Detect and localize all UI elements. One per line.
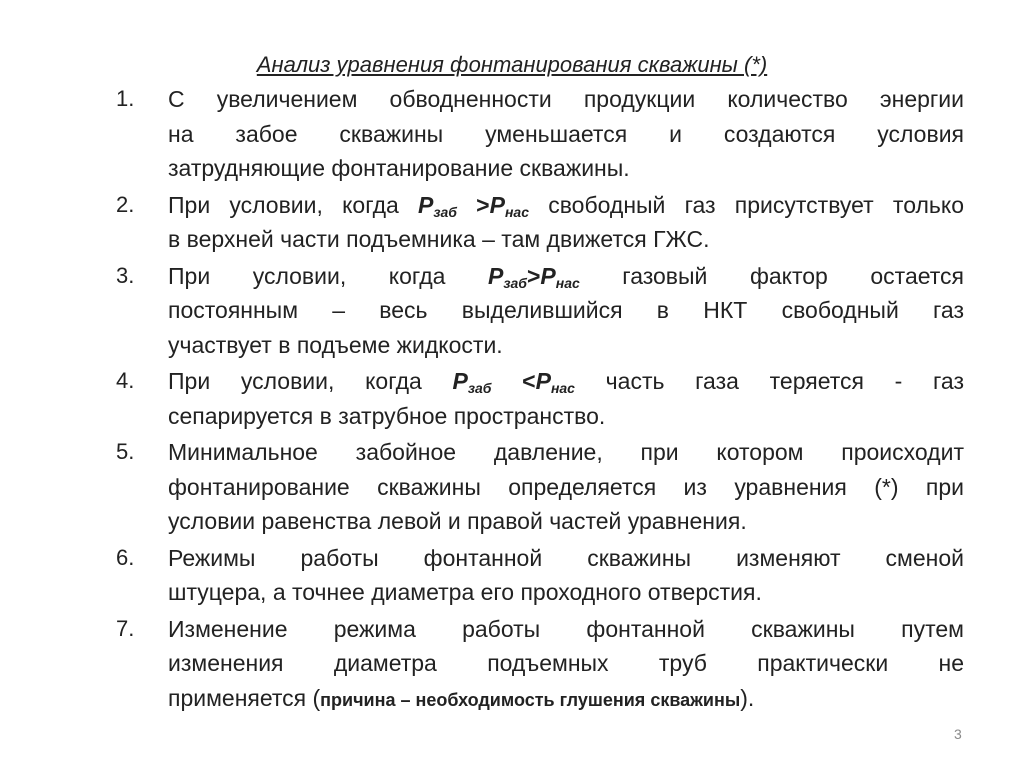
list-item	[0, 364, 1024, 433]
list-item	[0, 188, 1024, 257]
text-run: При условии, когда	[168, 368, 453, 394]
list-item-line: постоянным – весь выделившийся в НКТ свободный газ	[168, 297, 964, 323]
list-item-line	[168, 364, 964, 399]
list-item-line: штуцера, а точнее диаметра его проходного отверстия.	[168, 579, 762, 605]
list-item-line: Режимы работы фонтанной скважины изменяют сменой	[168, 544, 964, 571]
list-item-line: Изменение режима работы фонтанной скважины путем	[168, 615, 964, 642]
list-item-line: затрудняющие фонтанирование скважины.	[168, 155, 630, 181]
list-item-line	[168, 259, 964, 294]
pressure-symbol: $P_{нас}$	[489, 191, 529, 220]
text-run: свободный газ присутствует только	[528, 191, 964, 218]
comparison-operator: <	[491, 368, 536, 394]
pressure-symbol: $P_{нас}$	[540, 262, 580, 291]
comparison-operator: >	[526, 262, 541, 289]
text-run: При условии, когда	[168, 262, 488, 289]
pressure-subscript: нас	[504, 203, 529, 220]
list-item-line: фонтанирование скважины определяется из уравнения (*) при	[168, 473, 964, 500]
list-item	[0, 82, 1024, 186]
list-item-line	[168, 681, 964, 718]
list-item-number: 4.	[116, 368, 135, 393]
text-run: При условии, когда	[168, 191, 418, 218]
pressure-symbol: $P_{нас}$	[535, 368, 575, 396]
list-item-number: 7.	[116, 615, 135, 641]
pressure-subscript: нас	[555, 274, 580, 291]
list-item-line: в верхней части подъемника – там движется ГЖС.	[168, 226, 710, 252]
list-item	[0, 259, 1024, 363]
pressure-subscript: заб	[433, 203, 457, 220]
pressure-subscript: заб	[467, 380, 492, 396]
list-item	[0, 612, 1024, 718]
list-item-line: участвует в подъеме жидкости.	[168, 331, 503, 358]
list-item-line: на забое скважины уменьшается и создаются условия	[168, 120, 964, 147]
list-item	[0, 541, 1024, 610]
numbered-list	[0, 82, 1024, 719]
list-item-line: изменения диаметра подъемных труб практически не	[168, 650, 964, 676]
list-item-number: 6.	[116, 544, 135, 570]
list-item-number: 5.	[116, 439, 135, 464]
text-run: ).	[740, 684, 755, 711]
text-run: часть газа теряется - газ	[574, 368, 964, 394]
list-item-number: 1.	[116, 86, 135, 111]
emphasis-text: причина – необходимость глушения скважины	[320, 689, 741, 710]
list-item-number: 3.	[116, 262, 135, 288]
pressure-symbol: $P_{заб}$	[488, 262, 527, 291]
list-item-line: условии равенства левой и правой частей уравнения.	[168, 508, 747, 534]
pressure-subscript: заб	[503, 274, 527, 291]
pressure-subscript: нас	[550, 380, 575, 396]
comparison-operator: >	[456, 191, 490, 218]
list-item	[0, 435, 1024, 539]
pressure-symbol: $P_{заб}$	[418, 191, 457, 220]
list-item-number: 2.	[116, 191, 135, 217]
list-item-line: сепарируется в затрубное пространство.	[168, 402, 606, 429]
list-item-line: С увеличением обводненности продукции количество энергии	[168, 86, 964, 112]
text-run: газовый фактор остается	[579, 262, 964, 289]
page-number: 3	[954, 726, 962, 742]
slide-title: Анализ уравнения фонтанирования скважины (*)	[256, 52, 768, 77]
list-item-line: Минимальное забойное давление, при котором происходит	[168, 439, 964, 465]
pressure-symbol: $P_{заб}$	[452, 368, 492, 396]
text-run: применяется (	[168, 684, 321, 711]
list-item-line	[168, 188, 964, 223]
